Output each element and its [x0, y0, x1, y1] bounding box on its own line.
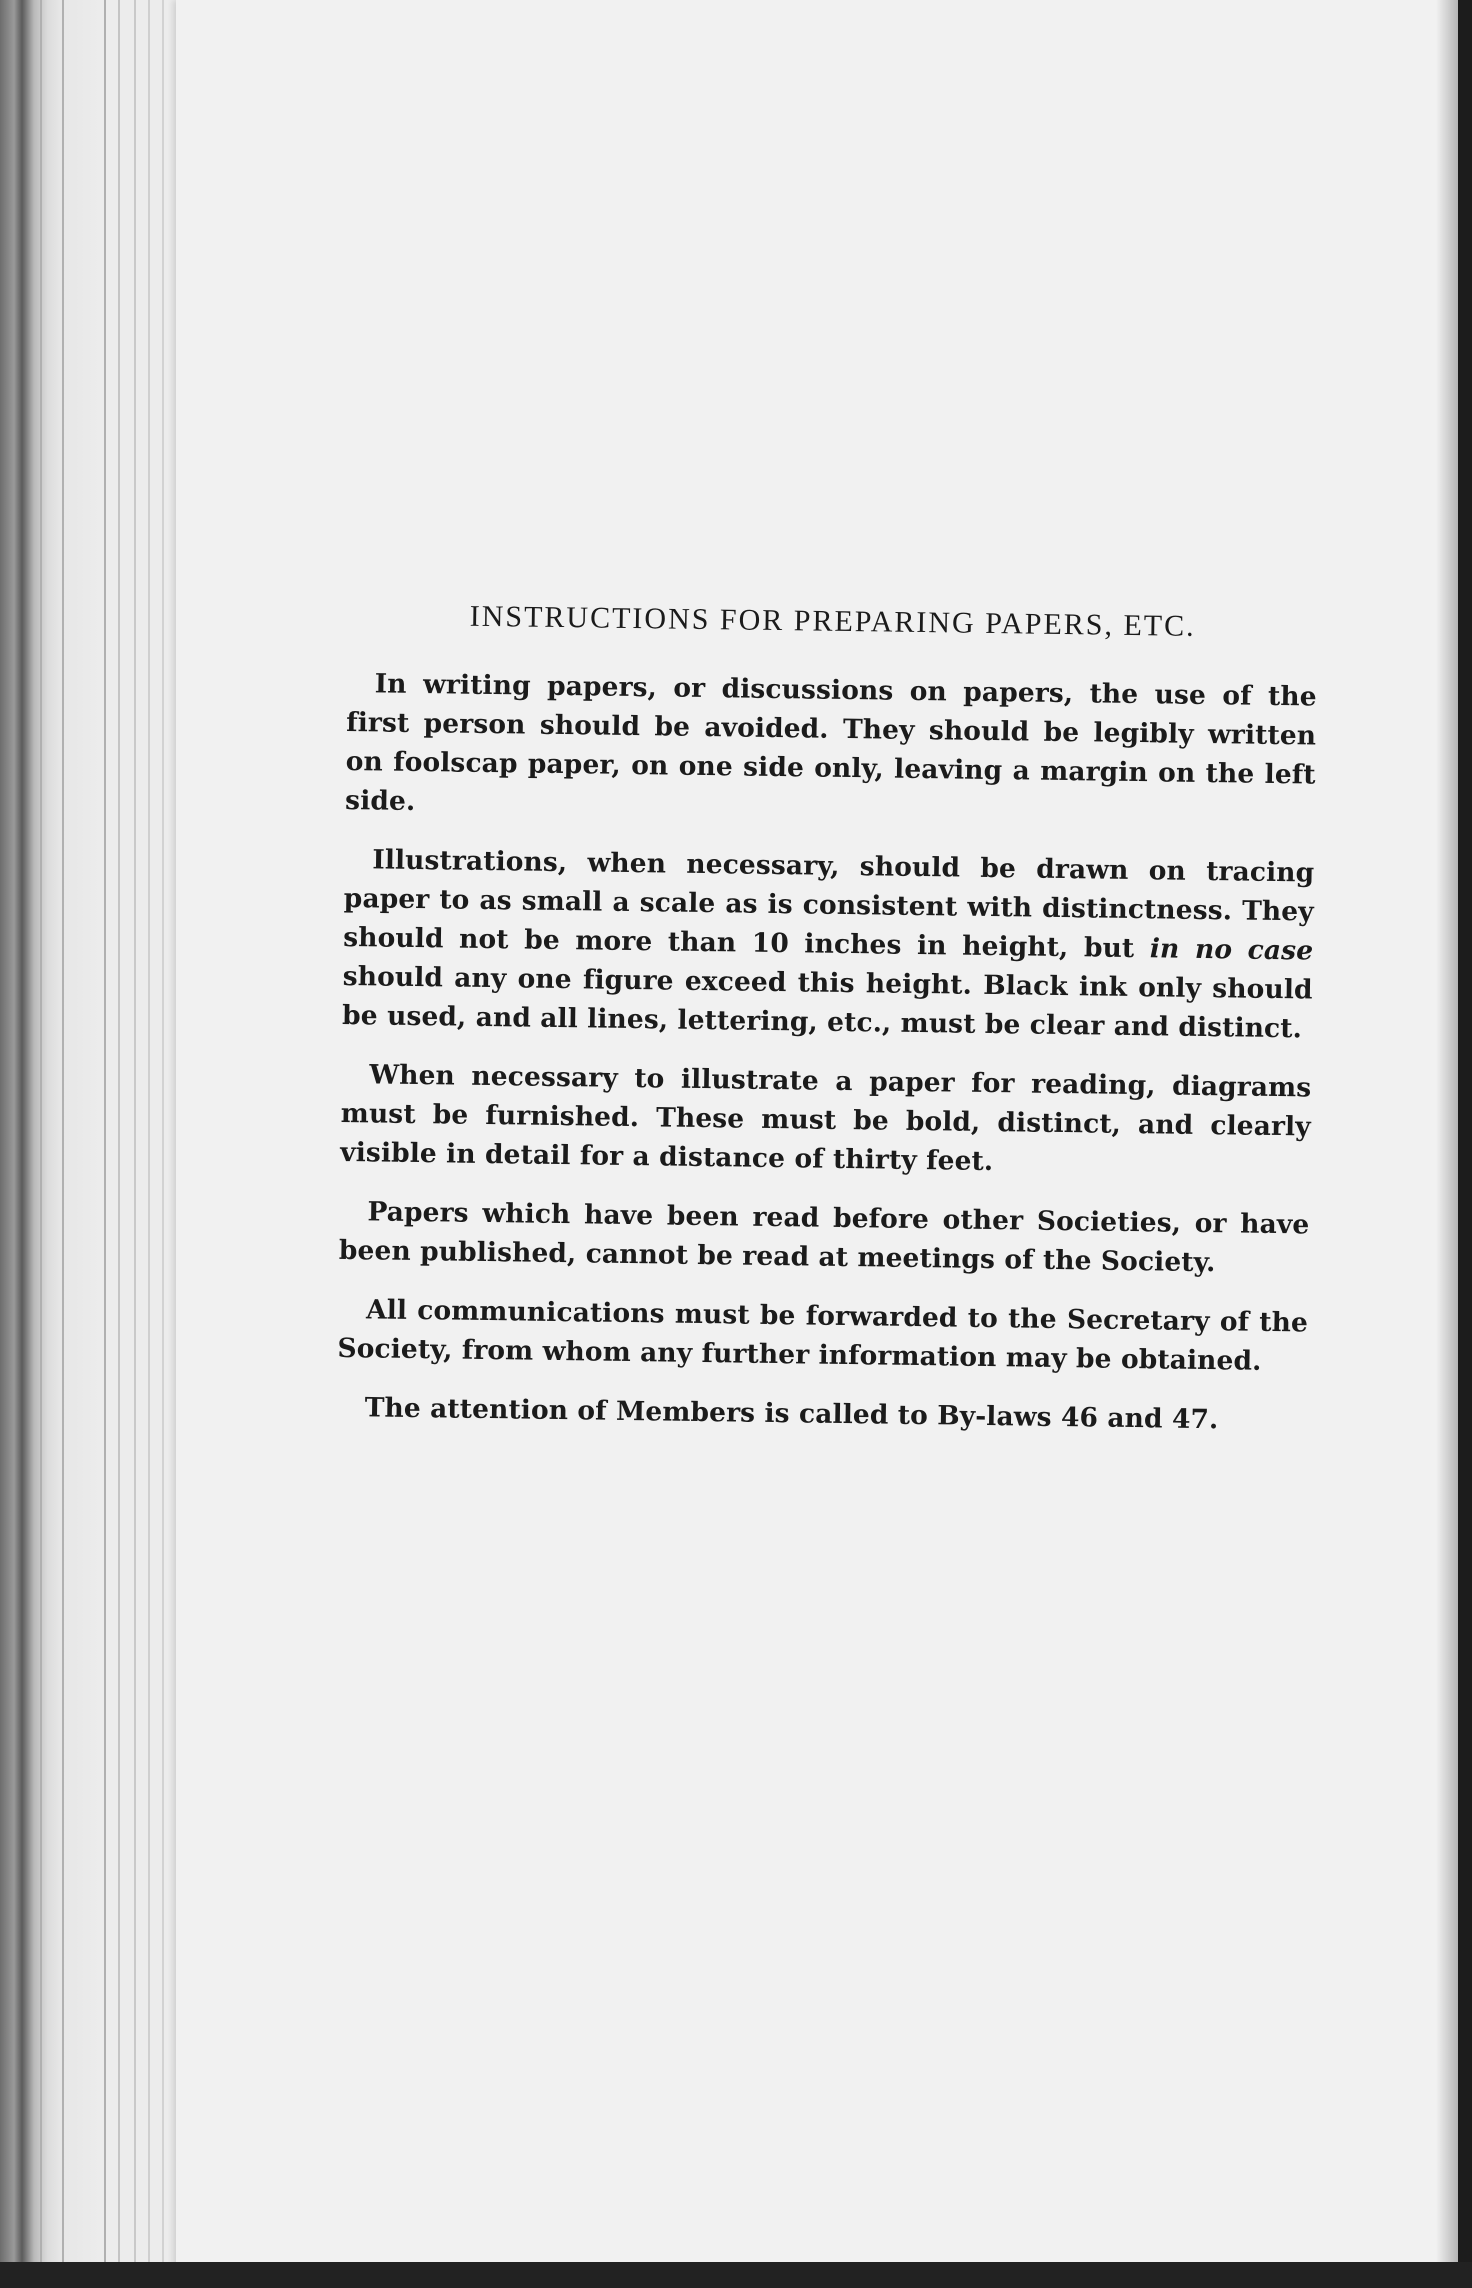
paragraph-writing: In writing papers, or discussions on papers, the use of the first person should be avoided. They should be legibly written on foolscap paper, on one side only, leaving a margin on the left side. — [344, 668, 1317, 817]
paragraph-bylaws: The attention of Members is called to By-laws 46 and 47. — [364, 1392, 1219, 1436]
page-title: INSTRUCTIONS FOR PREPARING PAPERS, ETC. — [469, 599, 1196, 643]
page-edge-line — [62, 0, 64, 2276]
page-edge-line — [40, 0, 42, 2276]
illustrations-text-end: should any one figure exceed this height. Black ink only should be used, and all lines, lettering, etc., must be clear and distinct. — [341, 960, 1313, 1045]
page-edge-line — [162, 0, 164, 2276]
page-edge-line — [104, 0, 106, 2276]
page-edge-line — [118, 0, 120, 2276]
paragraph-illustrations — [342, 840, 1315, 1049]
page-edge-line — [148, 0, 150, 2276]
page-edge-line — [134, 0, 136, 2276]
illustrations-emphasis: in no case — [1149, 933, 1314, 967]
page-right-shadow — [1436, 0, 1458, 2276]
paragraph-diagrams: When necessary to illustrate a paper for reading, diagrams must be furnished. These must be bold, distinct, and clearly visible in detail for a distance of thirty feet. — [340, 1059, 1312, 1178]
paragraph-prior-publication: Papers which have been read before other Societies, or have been published, cannot be read at meetings of the Society. — [338, 1196, 1310, 1279]
illustrations-text-start: Illustrations, when necessary, should be drawn on tracing paper to as small a scale as is consistent with distinctness. They should not be more than 10 inches in height, but — [343, 844, 1315, 965]
page-content — [336, 598, 1318, 1460]
paragraph-communications: All communications must be forwarded to the Secretary of the Society, from whom any further information may be obtained. — [337, 1294, 1309, 1377]
scan-bottom-edge — [0, 2262, 1472, 2288]
